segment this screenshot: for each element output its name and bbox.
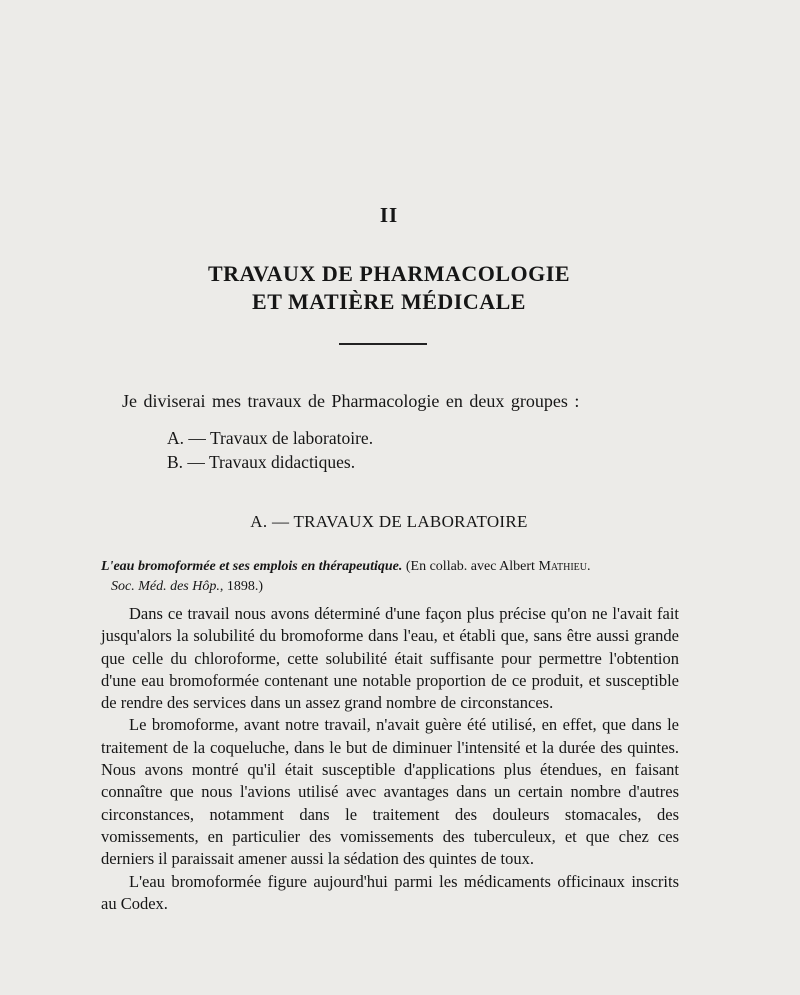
paragraph: Le bromoforme, avant notre travail, n'avait guère été utilisé, en effet, que dans le traitement de la coqueluche, dans le but de diminuer l'intensité et la durée des quintes. Nous avons montré qu'il était susceptible d'applications plus étendues, en faisant connaître que nous l'avions utilisé avec avantages dans un certain nombre d'autres circonstances, notamment dans le traitement des douleurs stomacales, des vomissements, en particulier des vomissements des tuberculeux, et que chez ces derniers il paraissait amener aussi la sédation des quintes de toux.	[101, 715, 679, 869]
reference-year: , 1898.)	[219, 579, 264, 594]
chapter-title-line-2: ET MATIÈRE MÉDICALE	[252, 289, 526, 314]
title-rule	[339, 343, 427, 345]
reference-collab-prefix: (En collab. avec Albert	[402, 559, 539, 574]
reference-citation	[101, 557, 681, 597]
reference-collab-suffix: .	[587, 559, 591, 574]
group-list	[167, 426, 567, 474]
group-item-b: B. — Travaux didactiques.	[167, 452, 356, 472]
reference-title: L'eau bromoformée et ses emplois en thérapeutique.	[101, 559, 403, 574]
chapter-numeral: II	[379, 203, 399, 227]
body-text	[101, 603, 679, 915]
chapter-title	[0, 260, 778, 316]
intro-text: Je diviserai mes travaux de Pharmacologie en deux groupes :	[122, 391, 580, 411]
section-heading: A. — TRAVAUX DE LABORATOIRE	[250, 512, 528, 531]
paragraph: Dans ce travail nous avons déterminé d'une façon plus précise qu'on ne l'avait fait jusqu'alors la solubilité du bromoforme dans l'eau, et établi que, sans être aussi grande que celle du chloroforme, cette solubilité était suffisante pour permettre l'obtention d'une eau bromoformée contenant une notable proportion de ce produit, et susceptible de rendre des services dans un assez grand nombre de circonstances.	[101, 604, 679, 713]
reference-collab-name: Mathieu	[538, 559, 587, 574]
group-item-a: A. — Travaux de laboratoire.	[167, 428, 374, 448]
paragraph: L'eau bromoformée figure aujourd'hui parmi les médicaments officinaux inscrits au Codex.	[101, 871, 679, 913]
reference-journal: Soc. Méd. des Hôp.	[111, 579, 220, 594]
chapter-title-line-1: TRAVAUX DE PHARMACOLOGIE	[207, 261, 570, 286]
